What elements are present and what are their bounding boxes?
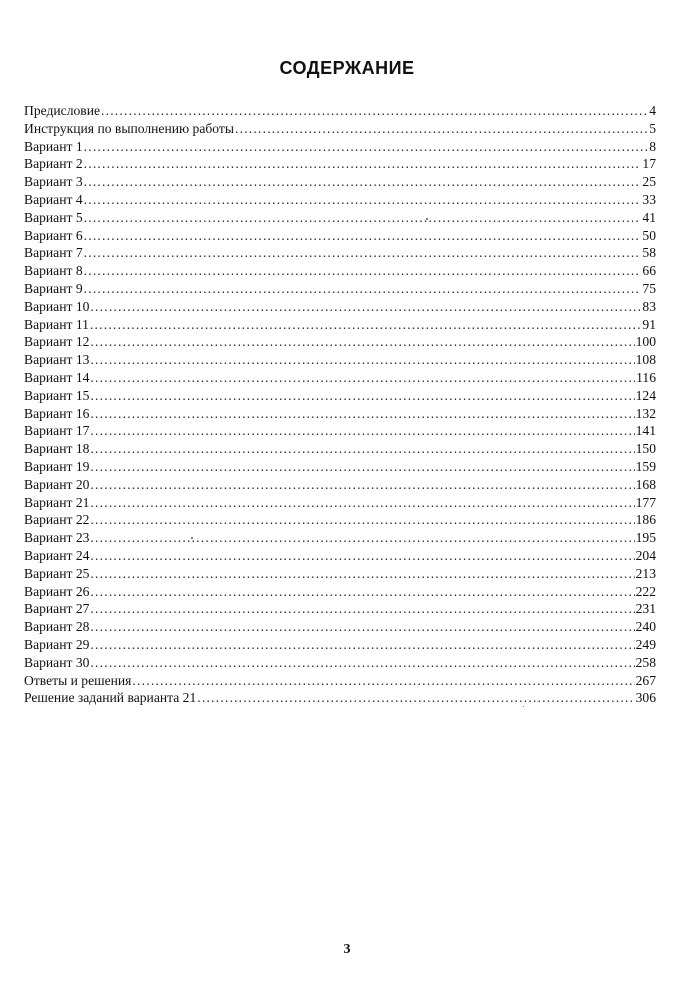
toc-entry	[24, 351, 656, 369]
toc-entry-page: 141	[635, 423, 656, 439]
toc-entry	[24, 618, 656, 636]
toc-entry-label: Вариант 12	[24, 334, 90, 350]
toc-entry-label: Вариант 19	[24, 458, 90, 474]
toc-entry	[24, 511, 656, 529]
toc-entry-label: Вариант 17	[24, 423, 90, 439]
toc-entry-label: Вариант 8	[24, 263, 83, 279]
toc-entry	[24, 191, 656, 209]
toc-entry-label: Вариант 6	[24, 227, 83, 243]
dot-leader	[90, 316, 641, 334]
dot-leader	[90, 333, 634, 351]
toc-entry-label: Инструкция по выполнению работы	[24, 120, 234, 136]
toc-entry-page: 168	[635, 476, 656, 492]
dot-leader	[90, 636, 634, 654]
dot-leader	[90, 387, 634, 405]
dot-leader	[84, 227, 642, 245]
toc-entry	[24, 600, 656, 618]
toc-entry-page: 91	[642, 316, 656, 332]
toc-entry-label: Вариант 15	[24, 387, 90, 403]
toc-entry	[24, 102, 656, 120]
toc-entry-label: Вариант 16	[24, 405, 90, 421]
toc-entry	[24, 672, 656, 690]
toc-entry-label: Вариант 5	[24, 209, 83, 225]
toc-entry	[24, 458, 656, 476]
toc-entry	[24, 316, 656, 334]
dot-leader	[84, 262, 642, 280]
toc-entry	[24, 636, 656, 654]
toc-entry-label: Вариант 22	[24, 512, 90, 528]
toc-entry	[24, 298, 656, 316]
dot-leader	[235, 120, 648, 138]
toc-entry	[24, 209, 656, 227]
dot-leader	[101, 102, 648, 120]
toc-entry	[24, 405, 656, 423]
toc-entry	[24, 494, 656, 512]
toc-entry-label: Решение заданий варианта 21	[24, 690, 197, 706]
toc-entry-label: Вариант 30	[24, 654, 90, 670]
dot-leader	[90, 440, 634, 458]
page-title: СОДЕРЖАНИЕ	[279, 58, 415, 78]
toc-entry	[24, 547, 656, 565]
toc-entry-label: Вариант 25	[24, 565, 90, 581]
toc-entry-label: Вариант 20	[24, 476, 90, 492]
toc-entry-label: Ответы и решения	[24, 672, 132, 688]
toc-entry-page: 116	[636, 369, 656, 385]
dot-leader	[90, 511, 634, 529]
toc-entry-label: Вариант 7	[24, 245, 83, 261]
toc-entry	[24, 227, 656, 245]
dot-leader	[197, 689, 634, 707]
dot-leader	[84, 155, 642, 173]
toc-entry-page: 222	[635, 583, 656, 599]
toc-entry-label: Вариант 27	[24, 601, 90, 617]
dot-leader	[84, 173, 642, 191]
toc-entry-label: Вариант 11	[24, 316, 89, 332]
toc-entry-page: 108	[635, 352, 656, 368]
toc-entry-page: 267	[635, 672, 656, 688]
dot-leader	[90, 529, 634, 547]
dot-leader	[84, 209, 642, 227]
dot-leader	[90, 476, 634, 494]
scan-speck	[191, 537, 193, 539]
toc-entry-label: Вариант 28	[24, 619, 90, 635]
dot-leader	[84, 244, 642, 262]
toc-entry-label: Вариант 9	[24, 280, 83, 296]
table-of-contents	[24, 102, 656, 707]
dot-leader	[90, 494, 634, 512]
toc-entry-label: Вариант 24	[24, 547, 90, 563]
toc-entry-page: 33	[642, 191, 656, 207]
toc-entry	[24, 244, 656, 262]
toc-entry-label: Предисловие	[24, 103, 101, 118]
toc-entry-page: 66	[642, 263, 656, 279]
toc-entry-page: 83	[642, 298, 656, 314]
toc-entry-page: 58	[642, 245, 656, 261]
dot-leader	[84, 191, 642, 209]
toc-entry	[24, 654, 656, 672]
dot-leader	[132, 672, 634, 690]
toc-entry-label: Вариант 13	[24, 352, 90, 368]
dot-leader	[90, 565, 634, 583]
toc-entry-page: 249	[635, 636, 656, 652]
toc-entry	[24, 120, 656, 138]
toc-entry-label: Вариант 1	[24, 138, 83, 154]
toc-entry-label: Вариант 29	[24, 636, 90, 652]
toc-entry-page: 186	[635, 512, 656, 528]
dot-leader	[90, 405, 634, 423]
toc-entry-page: 100	[635, 334, 656, 350]
toc-entry-label: Вариант 14	[24, 369, 90, 385]
toc-entry-page: 240	[635, 619, 656, 635]
toc-entry	[24, 262, 656, 280]
toc-entry-label: Вариант 10	[24, 298, 90, 314]
toc-entry-label: Вариант 23	[24, 530, 90, 546]
toc-entry-page: 8	[649, 138, 656, 154]
toc-entry	[24, 138, 656, 156]
toc-entry	[24, 155, 656, 173]
toc-entry-page: 25	[642, 174, 656, 190]
toc-entry	[24, 173, 656, 191]
toc-entry-page: 306	[635, 690, 656, 706]
dot-leader	[84, 280, 642, 298]
toc-entry-page: 150	[635, 441, 656, 457]
toc-entry	[24, 280, 656, 298]
toc-entry-page: 17	[642, 156, 656, 172]
dot-leader	[90, 618, 634, 636]
toc-entry-page: 213	[635, 565, 656, 581]
toc-entry-page: 124	[635, 387, 656, 403]
dot-leader	[90, 369, 635, 387]
toc-entry-label: Вариант 21	[24, 494, 90, 510]
dot-leader	[90, 600, 634, 618]
dot-leader	[90, 458, 634, 476]
dot-leader	[90, 351, 634, 369]
toc-entry-label: Вариант 3	[24, 174, 83, 190]
toc-entry-page: 50	[642, 227, 656, 243]
toc-entry-page: 258	[635, 654, 656, 670]
toc-entry	[24, 440, 656, 458]
toc-entry	[24, 583, 656, 601]
dot-leader	[90, 547, 634, 565]
toc-entry-page: 177	[635, 494, 656, 510]
toc-entry-label: Вариант 4	[24, 191, 83, 207]
toc-entry-page: 132	[635, 405, 656, 421]
toc-entry	[24, 333, 656, 351]
dot-leader	[90, 654, 634, 672]
toc-entry-label: Вариант 26	[24, 583, 90, 599]
toc-entry	[24, 476, 656, 494]
toc-entry	[24, 387, 656, 405]
toc-entry-label: Вариант 2	[24, 156, 83, 172]
toc-entry	[24, 529, 656, 547]
scan-speck	[523, 706, 524, 707]
scan-speck	[426, 218, 428, 220]
toc-entry-page: 75	[642, 280, 656, 296]
toc-entry-page: 4	[649, 103, 656, 118]
page-number: 3	[343, 942, 351, 957]
toc-entry-page: 204	[635, 547, 656, 563]
dot-leader	[90, 583, 634, 601]
dot-leader	[90, 298, 641, 316]
toc-entry-page: 159	[635, 458, 656, 474]
toc-entry-page: 195	[635, 530, 656, 546]
toc-entry-page: 41	[642, 209, 656, 225]
dot-leader	[84, 138, 649, 156]
toc-entry	[24, 369, 656, 387]
dot-leader	[90, 422, 634, 440]
toc-entry	[24, 689, 656, 707]
toc-entry-page: 231	[635, 601, 656, 617]
toc-entry	[24, 565, 656, 583]
toc-entry	[24, 422, 656, 440]
toc-entry-label: Вариант 18	[24, 441, 90, 457]
toc-entry-page: 5	[649, 120, 656, 136]
